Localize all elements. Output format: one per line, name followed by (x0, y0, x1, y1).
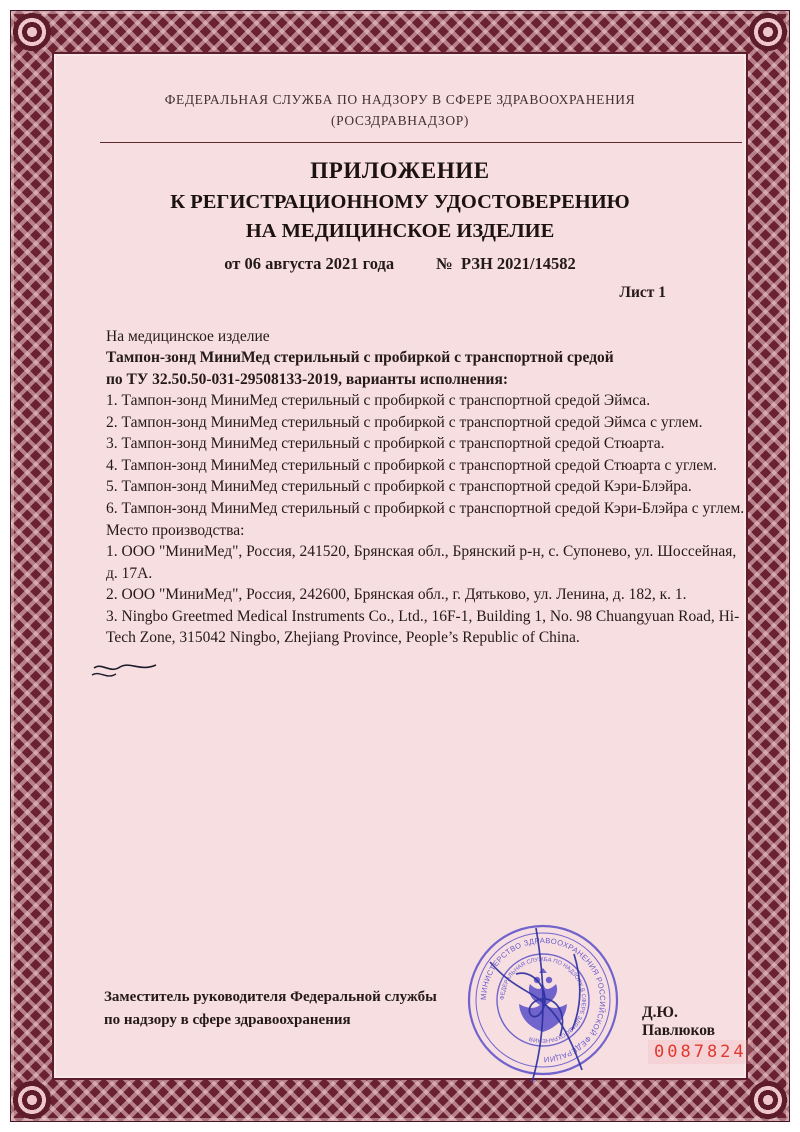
production-site: 3. Ningbo Greetmed Medical Instruments Co., Ltd., 16F-1, Building 1, No. 98 Chuangyuan Road, Hi-Tech Zone, 315042 Ningbo, Zhejiang Province, People’s Republic of China. (106, 607, 740, 647)
product-name: Тампон-зонд МиниМед стерильный с пробиркой с транспортной средой (106, 349, 614, 367)
signatory-name: Д.Ю. Павлюков (642, 1004, 715, 1039)
variant-item: 6. Тампон-зонд МиниМед стерильный с пробиркой с транспортной средой Кэри-Блэйра с углем. (106, 499, 745, 517)
signatory-title-line-1: Заместитель руководителя Федеральной службы (104, 989, 437, 1005)
header-divider (100, 142, 742, 143)
agency-short-name: (РОСЗДРАВНАДЗОР) (331, 112, 469, 128)
variant-item: 2. Тампон-зонд МиниМед стерильный с пробиркой с транспортной средой Эймса с углем. (106, 413, 703, 431)
signatory-title (104, 986, 437, 1033)
document-content (54, 54, 746, 1078)
corner-rosette-icon (745, 9, 791, 55)
title-line-2: К РЕГИСТРАЦИОННОМУ УДОСТОВЕРЕНИЮ (170, 190, 630, 213)
document-title (54, 155, 746, 246)
stamp-outer-ring-text: МИНИСТЕРСТВО ЗДРАВООХРАНЕНИЯ РОССИЙСКОЙ ФЕДЕРАЦИИ (478, 935, 608, 1065)
variant-item: 1. Тампон-зонд МиниМед стерильный с пробиркой с транспортной средой Эймса. (106, 392, 651, 410)
intro-line: На медицинское изделие (106, 327, 270, 345)
corner-rosette-icon (745, 1077, 791, 1123)
serial-number: 0087824 (648, 1040, 753, 1064)
issue-meta (54, 254, 746, 274)
production-label: Место производства: (106, 521, 245, 539)
handwritten-mark (90, 660, 160, 684)
product-spec: по ТУ 32.50.50-031-29508133-2019, варианты исполнения: (106, 370, 509, 388)
issue-date: от 06 августа 2021 года (224, 253, 395, 273)
agency-name: ФЕДЕРАЛЬНАЯ СЛУЖБА ПО НАДЗОРУ В СФЕРЕ ЗДРАВООХРАНЕНИЯ (164, 92, 636, 107)
registration-number: № РЗН 2021/14582 (436, 253, 576, 273)
variant-item: 3. Тампон-зонд МиниМед стерильный с пробиркой с транспортной средой Стюарта. (106, 435, 665, 453)
title-line-3: НА МЕДИЦИНСКОЕ ИЗДЕЛИЕ (245, 219, 555, 242)
corner-rosette-icon (9, 1077, 55, 1123)
stamp-inner-ring-text: ФЕДЕРАЛЬНАЯ СЛУЖБА ПО НАДЗОРУ В СФЕРЕ ЗДРАВООХРАНЕНИЯ (499, 956, 587, 1044)
title-line-1: ПРИЛОЖЕНИЕ (310, 157, 490, 183)
variant-item: 4. Тампон-зонд МиниМед стерильный с пробиркой с транспортной средой Стюарта с углем. (106, 456, 717, 474)
official-stamp (432, 910, 662, 1100)
production-site: 2. ООО "МиниМед", Россия, 242600, Брянская обл., г. Дятьково, ул. Ленина, д. 182, к. 1. (106, 586, 687, 604)
corner-rosette-icon (9, 9, 55, 55)
signatory-title-line-2: по надзору в сфере здравоохранения (104, 1012, 351, 1029)
production-site: 1. ООО "МиниМед", Россия, 241520, Брянская обл., Брянский р-н, с. Супонево, ул. Шоссейная, д. 17А. (106, 543, 737, 582)
body-text (106, 326, 746, 649)
agency-header (54, 90, 746, 132)
variant-item: 5. Тампон-зонд МиниМед стерильный с пробиркой с транспортной средой Кэри-Блэйра. (106, 478, 692, 496)
sheet-number: Лист 1 (619, 283, 666, 301)
